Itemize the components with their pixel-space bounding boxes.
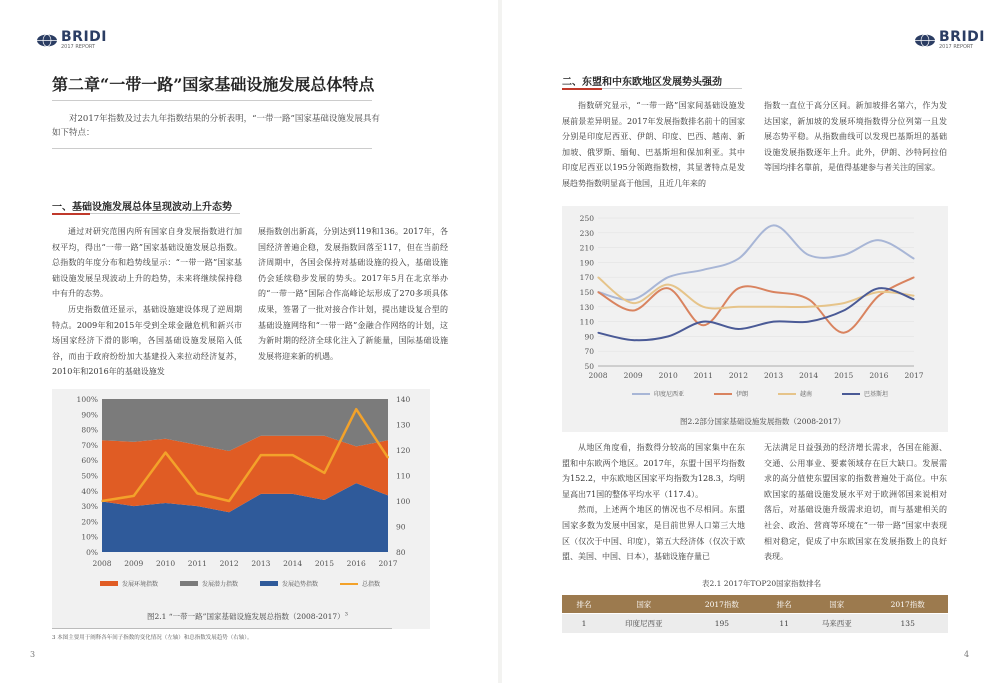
y-tick-label: 50	[584, 362, 594, 371]
y-tick-label: 90%	[81, 410, 98, 420]
footnote-rule	[52, 628, 392, 629]
table-header: 2017指数	[682, 595, 763, 614]
left-page	[0, 0, 498, 683]
paragraph: 然而，上述两个地区的情况也不尽相同。东盟国家多数为发展中国家，是目前世界人口第三大地区（仅次于中国、印度），第五大经济体（仅次于欧盟、美国、中国、日本），基础设施存量已	[562, 505, 745, 562]
data-point	[878, 240, 879, 241]
data-point	[197, 493, 199, 495]
y-tick-label: 190	[579, 258, 594, 268]
table-cell: 马来西亚	[806, 614, 867, 634]
table-title: 表2.1 2017年TOP20国家指数排名	[702, 579, 822, 588]
paragraph: 历史指数值还显示，基础设施建设体现了逆周期特点。2009年和2015年受到全球金融危机和新兴市场国家经济下滑的影响，各国基础设施发展陷入低谷，而由于政府纷纷加大基建投入来拉动经济复苏，2010年和2016年的基础设施发	[52, 304, 242, 377]
data-point	[773, 291, 774, 292]
divider	[52, 100, 372, 101]
footnote: 3 本图主要用于阐释各年间子指数的变化情况（左轴）和总指数发展趋势（右轴）。	[52, 635, 253, 641]
data-point	[703, 321, 704, 322]
section-heading-2: 二、东盟和中东欧地区发展势头强劲	[562, 77, 722, 88]
table-header: 2017指数	[867, 595, 948, 614]
page-number: 4	[964, 650, 970, 659]
data-point	[228, 500, 230, 502]
data-point	[878, 288, 879, 289]
page-number: 3	[30, 650, 36, 659]
x-tick-label: 2008	[92, 559, 112, 568]
legend-item: 总指数	[340, 579, 380, 588]
x-tick-label: 2017	[378, 559, 398, 568]
section-accent-bar	[562, 88, 602, 90]
table-header: 国家	[806, 595, 867, 614]
section-heading-1: 一、基础设施发展总体呈现波动上升态势	[52, 202, 232, 213]
y2-tick-label: 110	[396, 471, 411, 481]
data-point	[738, 258, 739, 259]
data-point	[101, 500, 103, 502]
intro-text: 对2017年指数及过去九年指数结果的分析表明，“一带一路”国家基础设施发展具有如下特点：	[52, 114, 380, 138]
divider	[602, 88, 742, 89]
x-tick-label: 2015	[834, 371, 854, 380]
y-tick-label: 0%	[86, 548, 98, 557]
y-tick-label: 130	[579, 302, 594, 312]
legend-item: 越南	[778, 389, 812, 398]
y2-tick-label: 90	[396, 522, 406, 532]
right-column-3	[562, 440, 745, 565]
legend-item: 发展趋势指数	[260, 579, 318, 588]
data-point	[165, 452, 167, 454]
table-cell: 11	[762, 614, 806, 634]
data-point	[913, 258, 914, 259]
y2-tick-label: 120	[396, 446, 411, 455]
x-tick-label: 2012	[728, 371, 748, 380]
x-tick-label: 2015	[314, 559, 334, 568]
table-row	[562, 614, 948, 634]
data-point	[633, 310, 634, 311]
right-column-1	[562, 98, 745, 192]
data-point	[668, 277, 669, 278]
legend-item: 发展环境指数	[100, 579, 158, 588]
figure-2-1	[52, 389, 430, 629]
chapter-title: 第二章“一带一路”国家基础设施发展总体特点	[52, 75, 375, 94]
data-point	[808, 299, 809, 300]
y-tick-label: 50%	[81, 471, 98, 481]
paragraph: 展指数创出新高，分别达到119和136。2017年，各国经济普遍企稳，发展指数回落至117，但在当前经济周期中，各国会保持对基础设施的投入，基础设施仍会延续稳步发展的势头。2017年5月在北京举办的“一带一路”国际合作高峰论坛形成了270多项具体成果，签署了一批对接合作计划，提出建设复合型的基础设施网络和“一带一路”金融合作网络的计划，这为新时期的经济全球化注入了新能量，国际基础设施发展将迎来新的机遇。	[258, 227, 448, 361]
data-point	[668, 288, 669, 289]
y2-tick-label: 100	[396, 497, 411, 506]
data-point	[260, 454, 262, 456]
divider	[52, 148, 372, 149]
data-point	[773, 306, 774, 307]
y-tick-label: 230	[579, 228, 594, 238]
data-point	[355, 408, 357, 410]
legend-item: 伊朗	[714, 389, 748, 398]
y2-tick-label: 80	[396, 548, 406, 557]
x-tick-label: 2013	[764, 371, 784, 380]
x-tick-label: 2011	[187, 559, 207, 568]
left-column-2	[258, 224, 448, 364]
data-point	[633, 299, 634, 300]
y2-tick-label: 140	[396, 395, 411, 404]
y-tick-label: 30%	[81, 502, 98, 512]
y-tick-label: 40%	[81, 486, 98, 496]
data-point	[773, 225, 774, 226]
y-tick-label: 210	[579, 243, 594, 253]
y-tick-label: 60%	[81, 456, 98, 466]
data-point	[913, 299, 914, 300]
brand-logo	[914, 30, 985, 50]
table-header: 排名	[762, 595, 806, 614]
chart-legend	[632, 389, 888, 398]
right-column-4	[764, 440, 947, 565]
data-point	[808, 321, 809, 322]
data-point	[843, 310, 844, 311]
data-point	[738, 306, 739, 307]
data-point	[808, 254, 809, 255]
y-tick-label: 20%	[81, 517, 98, 527]
y-tick-label: 100%	[76, 395, 98, 404]
data-point	[843, 332, 844, 333]
data-point	[703, 269, 704, 270]
table-header-row	[562, 595, 948, 614]
line-chart	[562, 206, 948, 386]
data-point	[843, 303, 844, 304]
data-point	[597, 277, 598, 278]
data-point	[597, 291, 598, 292]
right-page	[502, 0, 1000, 683]
figure-2-2	[562, 206, 948, 432]
table-cell: 1	[562, 614, 606, 634]
data-point	[913, 277, 914, 278]
data-point	[668, 336, 669, 337]
data-point	[738, 288, 739, 289]
data-point	[808, 306, 809, 307]
table-cell: 195	[682, 614, 763, 634]
left-column-1	[52, 224, 242, 380]
brand-subtitle: 2017 REPORT	[61, 44, 96, 50]
stacked-area-chart	[52, 389, 430, 584]
paragraph: 指数研究显示，“一带一路”国家间基础设施发展前景差异明显。2017年发展指数排名前十的国家分别是印度尼西亚、伊朗、印度、巴西、越南、新加坡、俄罗斯、缅甸、巴基斯坦和保加利亚。其中印度尼西亚以195分领跑指数榜，其显著特点是发展趋势指数明显高于他国，且近几年来的	[562, 101, 745, 188]
brand-name: BRIDI	[939, 29, 985, 45]
data-point	[633, 303, 634, 304]
table-header: 国家	[606, 595, 682, 614]
globe-icon	[36, 34, 58, 47]
data-point	[387, 457, 389, 459]
y-tick-label: 150	[579, 288, 594, 297]
table-cell: 135	[867, 614, 948, 634]
paragraph: 无法满足日益强劲的经济增长需求，各国在能源、交通、公用事业、要素领域存在巨大缺口。发展需求的高分值使东盟国家的指数普遍处于高位。中东欧国家的基础设施发展水平对于欧洲邻国来说相对落后，对基础设施升级需求迫切，而与基建相关的社会、政治、营商等环境在“一带一路”国家中表现相对稳定，促成了中东欧国家在发展指数上的良好表现。	[764, 443, 947, 562]
x-tick-label: 2011	[693, 371, 713, 380]
x-tick-label: 2016	[869, 371, 889, 380]
data-point	[292, 454, 294, 456]
divider	[90, 213, 240, 214]
table-header: 排名	[562, 595, 606, 614]
y-tick-label: 10%	[81, 532, 98, 542]
brand-logo	[36, 30, 107, 50]
paragraph: 通过对研究范围内所有国家自身发展指数进行加权平均，得出“一带一路”国家基础设施发展总指数。总指数的年度分布和趋势线显示：“一带一路”国家基础设施发展呈现波动上升的趋势，未来将继续保持稳中有升的态势。	[52, 227, 242, 299]
data-point	[738, 328, 739, 329]
table-cell: 印度尼西亚	[606, 614, 682, 634]
chart-legend	[100, 579, 380, 588]
data-point	[133, 495, 135, 497]
legend-item: 发展潜力指数	[180, 579, 238, 588]
ranking-table	[562, 595, 948, 633]
data-point	[703, 325, 704, 326]
figure-caption: 图2.2部分国家基础设施发展指数（2008-2017）	[680, 417, 846, 426]
right-column-2	[764, 98, 947, 176]
series-line	[598, 277, 914, 333]
y2-tick-label: 130	[396, 420, 411, 430]
y-tick-label: 70%	[81, 440, 98, 450]
y-tick-label: 170	[579, 273, 594, 283]
paragraph: 指数一直位于高分区间。新加坡排名第六，作为发达国家，新加坡的发展环境指数得分位列第一且发展态势平稳。从指数曲线可以发现巴基斯坦的基础设施发展指数逐年上升。此外，伊朗、沙特阿拉伯等国均排名靠前，是值得基建参与者关注的国家。	[764, 101, 947, 173]
y-tick-label: 250	[579, 214, 594, 223]
x-tick-label: 2009	[124, 559, 144, 568]
data-point	[324, 472, 326, 474]
x-tick-label: 2013	[251, 559, 271, 568]
data-point	[668, 284, 669, 285]
y-tick-label: 80%	[81, 425, 98, 435]
data-point	[913, 295, 914, 296]
x-tick-label: 2008	[588, 371, 608, 380]
brand-name: BRIDI	[61, 29, 107, 45]
section-accent-bar	[52, 213, 90, 215]
x-tick-label: 2016	[346, 559, 366, 568]
data-point	[878, 295, 879, 296]
y-tick-label: 110	[579, 317, 594, 327]
figure-caption: 图2.1 “一带一路”国家基础设施发展总指数（2008-2017）$^3$	[147, 611, 348, 621]
globe-icon	[914, 34, 936, 47]
y-tick-label: 90	[584, 332, 594, 342]
data-point	[597, 332, 598, 333]
x-tick-label: 2014	[283, 559, 303, 568]
x-tick-label: 2010	[658, 371, 678, 380]
brand-subtitle: 2017 REPORT	[939, 44, 974, 50]
x-tick-label: 2009	[623, 371, 643, 380]
data-point	[878, 291, 879, 292]
data-point	[633, 340, 634, 341]
x-tick-label: 2014	[799, 371, 819, 380]
x-tick-label: 2012	[219, 559, 239, 568]
data-point	[703, 306, 704, 307]
data-point	[843, 254, 844, 255]
legend-item: 印度尼西亚	[632, 389, 684, 398]
y-tick-label: 70	[584, 347, 594, 357]
paragraph: 从地区角度看，指数得分较高的国家集中在东盟和中东欧两个地区。2017年，东盟十国平均指数为152.2，中东欧地区国家平均指数为128.3，均明显高出71国的整体平均水平（117.4）。	[562, 443, 745, 499]
x-tick-label: 2017	[904, 371, 924, 380]
data-point	[773, 321, 774, 322]
legend-item: 巴基斯坦	[842, 389, 888, 398]
x-tick-label: 2010	[156, 559, 176, 568]
